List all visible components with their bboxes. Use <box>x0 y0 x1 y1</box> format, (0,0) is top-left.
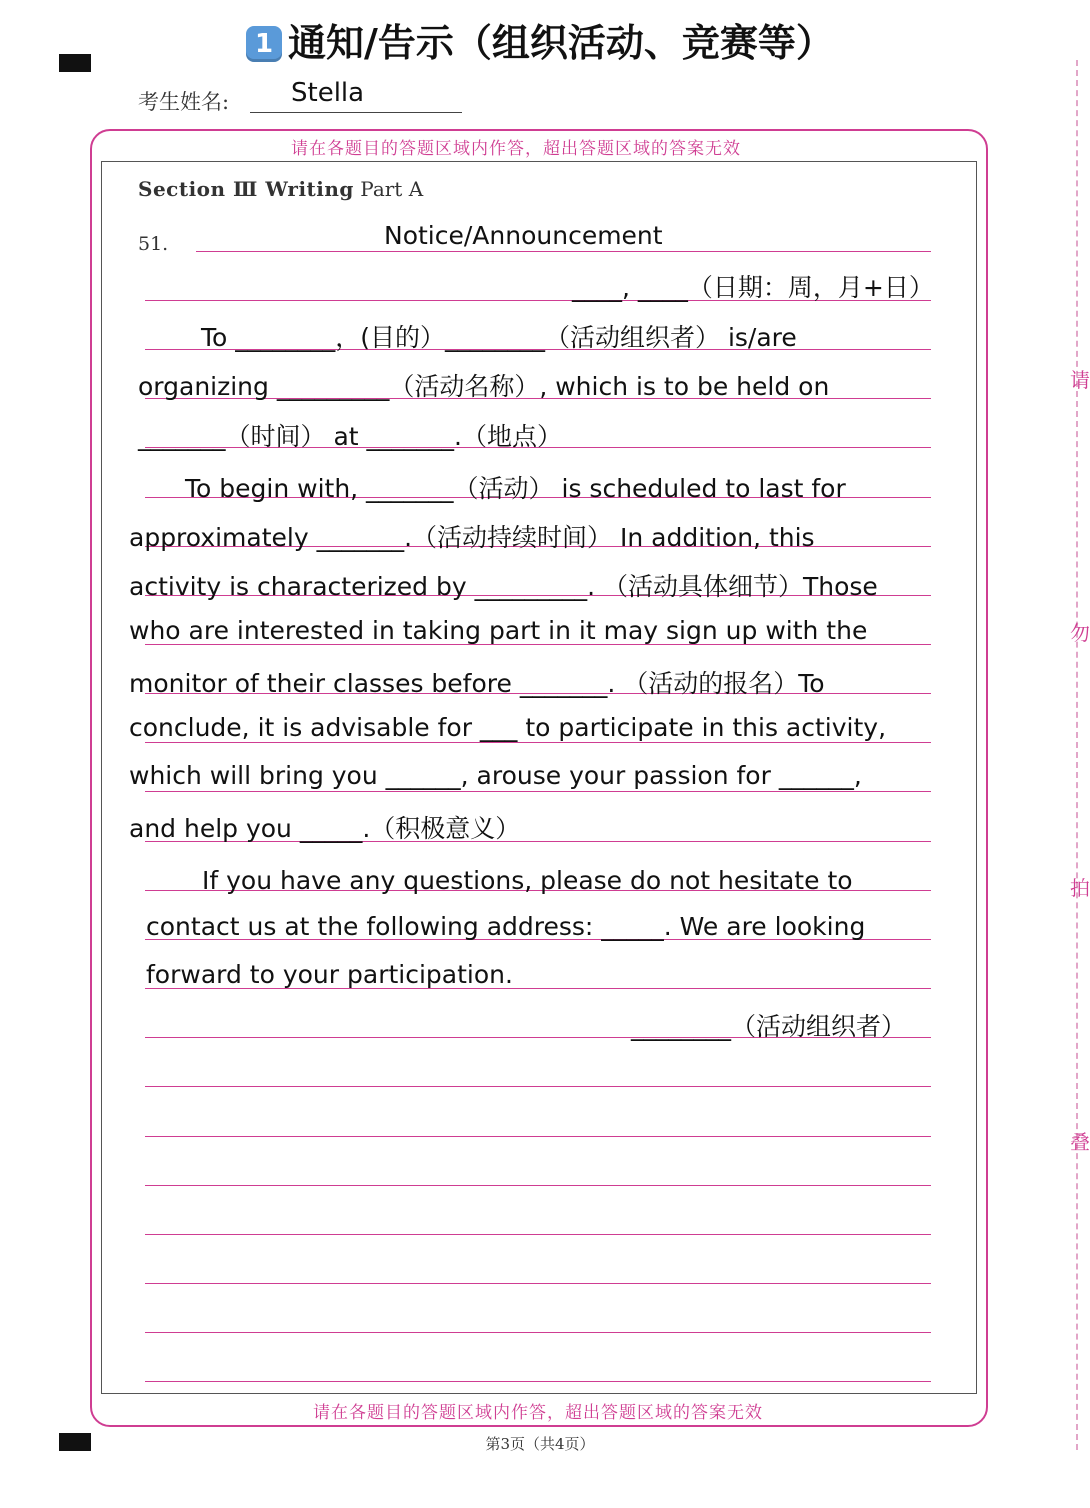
paragraph-line: and help you _____.（积极意义） <box>129 814 521 843</box>
edge-character: 请 <box>1070 368 1090 392</box>
number-one-badge-icon: 1 <box>246 26 282 62</box>
candidate-name-label: 考生姓名: <box>138 90 230 114</box>
paragraph-line: monitor of their classes before _______. （活动的报名）To <box>129 669 825 698</box>
page-edge-dashed-line <box>1076 60 1078 1450</box>
candidate-name-underline <box>250 112 462 113</box>
writing-rule <box>145 1234 931 1235</box>
paragraph-line: To ________，(目的）________（活动组织者） is/are <box>201 323 797 352</box>
paragraph-line: activity is characterized by _________. （活动具体细节）Those <box>129 572 878 601</box>
answer-area-warning-bottom: 请在各题目的答题区域内作答，超出答题区域的答案无效 <box>313 1403 763 1423</box>
section-heading-bold: Section Ⅲ Writing <box>138 177 354 201</box>
paragraph-line: _______（时间） at _______.（地点） <box>138 422 562 451</box>
edge-character: 拍 <box>1070 876 1090 900</box>
page-number: 第3页（共4页） <box>485 1435 595 1453</box>
writing-rule <box>145 1283 931 1284</box>
paragraph-line: If you have any questions, please do not hesitate to <box>202 866 853 895</box>
alignment-marker-top <box>59 54 91 72</box>
paragraph-line: organizing _________（活动名称）, which is to be held on <box>138 372 830 401</box>
answer-area-warning-top: 请在各题目的答题区域内作答，超出答题区域的答案无效 <box>291 139 741 159</box>
organizer-signature-line: ________（活动组织者） <box>631 1012 907 1041</box>
paragraph-line: approximately _______.（活动持续时间） In addition, this <box>129 523 815 552</box>
writing-rule <box>145 1332 931 1333</box>
paragraph-line: which will bring you ______, arouse your passion for ______, <box>129 761 862 790</box>
candidate-name-value: Stella <box>291 78 365 108</box>
notice-heading: Notice/Announcement <box>384 221 663 250</box>
date-line: ____, ____（日期：周，月+日） <box>572 273 934 302</box>
writing-rule <box>145 1086 931 1087</box>
writing-rule <box>145 1136 931 1137</box>
question-number: 51. <box>138 233 169 255</box>
writing-rule <box>145 1185 931 1186</box>
paragraph-line: conclude, it is advisable for ___ to participate in this activity, <box>129 713 887 742</box>
writing-rule <box>145 791 931 792</box>
paragraph-line: forward to your participation. <box>146 960 513 989</box>
paragraph-line: contact us at the following address: _____. We are looking <box>146 912 866 941</box>
paragraph-line: who are interested in taking part in it may sign up with the <box>129 616 868 645</box>
writing-rule <box>145 742 931 743</box>
writing-rule <box>145 1381 931 1382</box>
page-title <box>0 12 1080 67</box>
paragraph-line: To begin with, _______（活动） is scheduled to last for <box>185 474 846 503</box>
writing-rule <box>196 251 931 252</box>
title-text: 通知/告示（组织活动、竞赛等） <box>288 21 834 65</box>
edge-character: 叠 <box>1070 1130 1090 1154</box>
section-heading <box>138 177 423 201</box>
edge-character: 勿 <box>1070 621 1090 645</box>
section-heading-part: Part A <box>360 177 424 201</box>
